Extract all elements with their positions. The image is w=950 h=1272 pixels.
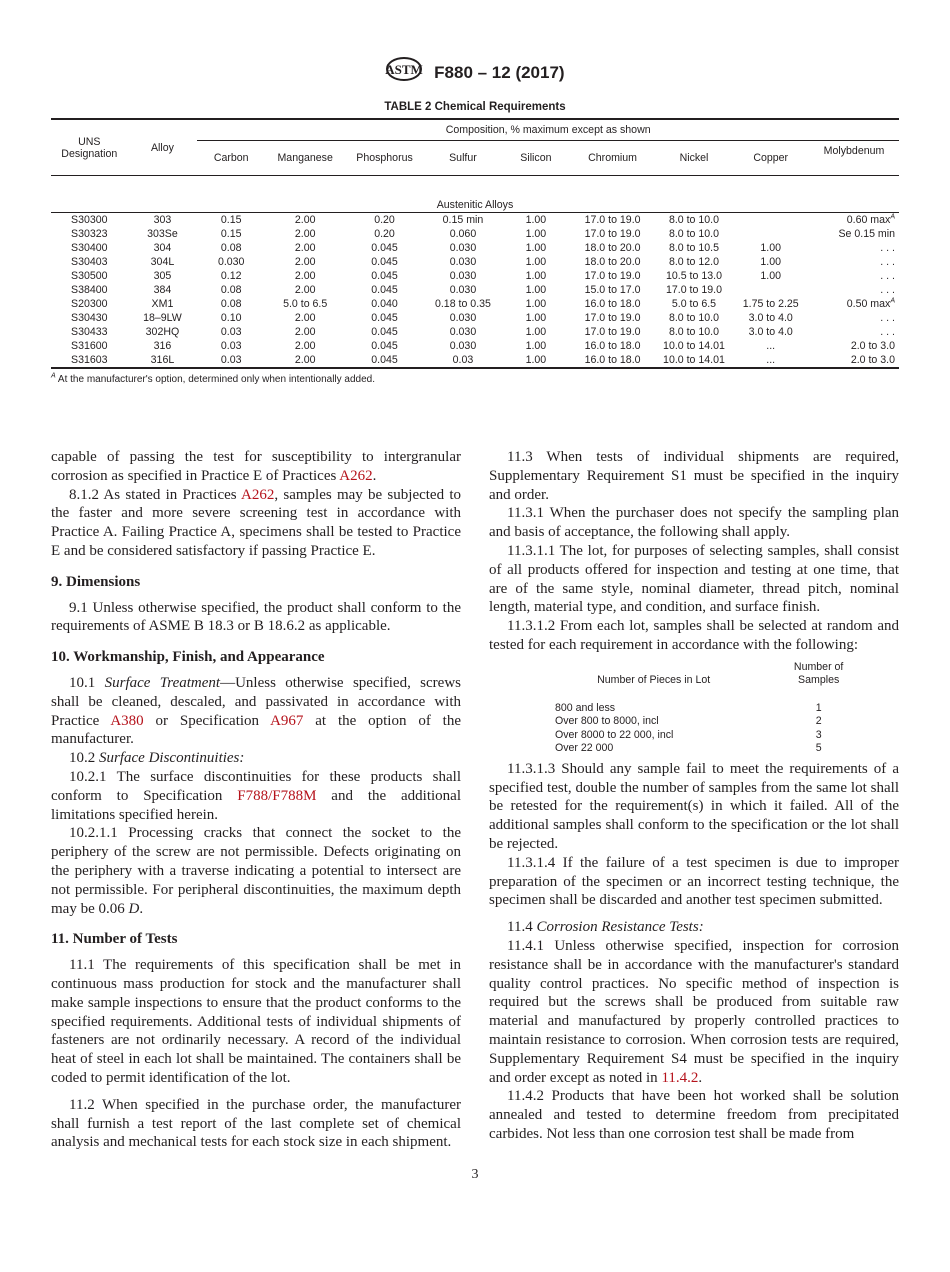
table-cell: 1 [815,701,822,714]
table-cell: 8.0 to 10.0 [668,326,720,338]
table-cell: 2.00 [294,270,316,282]
table-row [51,297,899,311]
table-cell: 0.045 [371,326,398,338]
table-cell [732,213,809,228]
italic-text: Surface Discontinuities: [99,750,245,767]
table-cell: S30400 [71,242,108,254]
table-cell: 0.03 [220,340,242,352]
sampling-table [555,661,885,756]
table-cell: S30300 [71,214,108,226]
table-cell: 1.00 [525,298,547,310]
table-cell: 1.00 [525,256,547,268]
footnote-mark: A [890,297,895,305]
table-cell: . . . [880,326,895,338]
table-cell: 18.0 to 20.0 [584,242,641,254]
table-cell: 0.060 [449,228,477,240]
paragraph: 9.1 Unless otherwise specified, the product shall conform to the requirements of ASME B 18.3 or B 18.6.2 as applicable. [51,599,461,635]
table-cell: 2.00 [294,228,316,240]
table-row [555,742,885,756]
table-cell: 1.00 [502,353,569,368]
table-cell: 0.03 [220,326,242,338]
table-cell: 1.00 [525,340,547,352]
svg-text:ASTM: ASTM [385,62,424,77]
table-cell: . . . [880,270,895,282]
table-cell: ... [732,353,809,368]
table-row [51,311,899,325]
paragraph: 11.3.1.3 Should any sample fail to meet the requirements of a specified test, double the number of samples from the same lot shall be retested for the requirement(s) in which it failed. All of the additional samples shall conform to the specification or the lot shall be rejected. [489,760,899,852]
col-sulfur: Sulfur [424,141,502,176]
table-cell: 10.5 to 13.0 [666,270,722,282]
table-title: TABLE 2 Chemical Requirements [384,101,566,113]
table-cell [732,283,809,297]
table-cell: 3.0 to 4.0 [748,326,793,338]
col-phosphorus: Phosphorus [345,141,423,176]
col-manganese: Manganese [265,141,345,176]
paragraph: 10.2 Surface Discontinuities: [69,750,245,767]
table-cell: 10.0 to 14.01 [663,340,725,352]
table-cell: 17.0 to 19.0 [666,284,722,296]
table-cell: Over 800 to 8000, incl [555,715,659,728]
table-cell: 0.030 [449,256,477,268]
paragraph: 10.1 Surface Treatment—Unless otherwise specified, screws shall be cleaned, descaled, and passivated in accordance with Practice A380 or Specification A967 at the option of the manufacturer. [51,674,462,748]
table-cell: . . . [880,256,895,268]
paragraph: 11.2 When specified in the purchase order, the manufacturer shall furnish a test report of the last complete set of chemical analysis and mechanical tests for each stock size in each shipment. [51,1096,461,1151]
chemical-requirements-table [51,118,899,369]
reference-link[interactable]: A380 [110,712,144,729]
table-cell: 5 [815,742,822,755]
reference-link[interactable]: A262 [241,486,275,503]
table-cell: S30323 [71,228,108,240]
table-cell: 305 [153,270,172,282]
table-cell: 0.03 [197,353,265,368]
document-header [51,56,899,90]
paragraph: 10.2.1 The surface discontinuities for these products shall conform to Specification F788/F788M and the additional limitations specified herein. [51,768,462,823]
table-row [51,241,899,255]
table-footnote [51,373,899,386]
table-cell: Se 0.15 min [838,228,895,240]
table-cell: 0.030 [449,242,477,254]
table-cell: 8.0 to 10.5 [668,242,720,254]
table-cell: 3 [815,728,822,741]
table-cell: 16.0 to 18.0 [584,298,641,310]
table-cell: 1.75 to 2.25 [742,298,799,310]
table-cell: 17.0 to 19.0 [584,312,641,324]
reference-link[interactable]: A967 [270,712,304,729]
body-columns [51,448,899,1152]
col-chromium: Chromium [570,141,656,176]
paragraph: 11.4.1 Unless otherwise specified, inspection for corrosion resistance shall be in accordance with the manufacturer's standard quality control practices. No specific method of inspection is required but the screws shall be produced from suitable raw material and manufactured by properly controlled practices to maintain resistance to corrosion. When corrosion tests are required, Supplementary Requirement S4 must be specified in the inquiry and order except as noted in 11.4.2. [489,937,899,1086]
table-cell: 800 and less [555,701,616,714]
table-cell: 0.030 [449,270,477,282]
table-row [51,269,899,283]
table-cell: 17.0 to 19.0 [584,326,641,338]
paragraph: 11.4 Corrosion Resistance Tests: [507,919,704,936]
paragraph: 11.1 The requirements of this specification shall be met in continuous mass production for stock and the manufacturer shall make sample inspections to ensure that the product conforms to the specified requirements. Additional tests of individual shipments of fasteners are not ordinarily necessary. A record of the individual heat of steel in each lot shall be maintained. The containers shall be coded to permit identification of the lot. [51,957,461,1086]
table-row [555,702,885,716]
table-cell: 8.0 to 12.0 [668,256,720,268]
table-row [51,213,899,228]
table-cell: S20300 [71,298,108,310]
paragraph: 11.3.1.1 The lot, for purposes of selecting samples, shall consist of all products offered for inspection and testing at one time, that are of the same style, nominal diameter, thread pitch, nominal length, material type, and condition, and surface finish. [489,542,899,616]
table-cell: 5.0 to 6.5 [283,298,328,310]
paragraph: 11.3.1.4 If the failure of a test specimen is due to improper preparation of the specimen or an incorrect testing technique, the specimen shall be discarded and another test specimen submitted. [489,854,899,909]
table-cell: 0.08 [220,284,242,296]
table-cell: 0.08 [220,242,242,254]
paragraph: 8.1.2 As stated in Practices A262, samples may be subjected to the faster and more severe screening test in accordance with Practice A. Failing Practice A, specimens shall be tested to Practice E and be considered satisfactory if passing Practice E. [51,486,461,559]
table-cell: 303 [153,214,172,226]
col-samples: Number of Samples [793,660,844,687]
table-cell: 1.00 [525,326,547,338]
table-cell: 0.18 to 0.35 [434,298,491,310]
reference-link[interactable]: A262 [339,467,373,484]
table-cell: 0.15 min [442,214,484,226]
table-cell: 303Se [147,228,178,240]
table-cell: S30403 [71,256,108,268]
col-alloy: Alloy [128,119,198,176]
table-cell: 2.00 [294,326,316,338]
table-cell: 2.00 [294,256,316,268]
paragraph: 11.3.1 When the purchaser does not specify the sampling plan and basis of acceptance, the following shall apply. [489,505,899,541]
table-cell: 2.00 [294,312,316,324]
table-cell: . . . [880,242,895,254]
table-cell: 302HQ [145,326,180,338]
table-cell: 2.0 to 3.0 [850,340,895,352]
table-cell: 1.00 [525,270,547,282]
table-cell: 15.0 to 17.0 [584,284,641,296]
table-cell: Over 22 000 [555,742,614,755]
table-cell: 8.0 to 10.0 [668,228,720,240]
table-cell: 2.00 [294,340,316,352]
table-cell: 18–9LW [143,312,182,324]
section-heading: 9. Dimensions [51,573,141,590]
table-cell: 0.045 [371,256,398,268]
table-cell: 0.15 [220,228,242,240]
table-cell: S38400 [71,284,108,296]
table-cell: 0.030 [217,256,245,268]
table-cell: 2.00 [294,214,316,226]
footnote-mark: A [51,372,56,380]
table-cell: 16.0 to 18.0 [584,340,641,352]
italic-text: Corrosion Resistance Tests: [536,919,704,936]
table-row [51,283,899,297]
col-silicon: Silicon [502,141,569,176]
table-cell: 316L [128,353,198,368]
table-cell: S31600 [71,340,108,352]
table-cell: . . . [880,284,895,296]
table-cell: 0.045 [345,353,423,368]
designation: F880 – 12 (2017) [434,63,565,82]
table-cell: 2.00 [265,353,345,368]
table-cell: Over 8000 to 22 000, incl [555,728,674,741]
group-label: Austenitic Alloys [51,176,899,213]
table-row [51,353,899,368]
table-cell: . . . [880,312,895,324]
table-cell: 0.030 [449,340,477,352]
table-cell: 8.0 to 10.0 [668,312,720,324]
table-cell: 10.0 to 14.01 [656,353,733,368]
table-cell: 2.00 [294,242,316,254]
astm-logo-icon [385,56,423,90]
table-cell: S30433 [71,326,108,338]
paragraph: 11.3 When tests of individual shipments are required, Supplementary Requirement S1 must be specified in the inquiry and order. [489,449,899,503]
table-cell: S30500 [71,270,108,282]
italic-text: D [128,900,140,917]
composition-header: Composition, % maximum except as shown [197,119,899,141]
col-pieces: Number of Pieces in Lot [597,674,711,687]
table-cell: 0.045 [371,242,398,254]
table-cell: 0.15 [220,214,242,226]
table-cell: 5.0 to 6.5 [671,298,717,310]
table-row [51,339,899,353]
col-copper: Copper [732,141,809,176]
table-cell: 17.0 to 19.0 [584,228,641,240]
table-cell: 0.045 [371,340,398,352]
col-carbon: Carbon [197,141,265,176]
table-cell: 0.045 [371,270,398,282]
table-cell: 3.0 to 4.0 [748,312,793,324]
table-cell: 18.0 to 20.0 [584,256,641,268]
table-cell: 17.0 to 19.0 [584,214,641,226]
paragraph: 10.2.1.1 Processing cracks that connect the socket to the periphery of the screw are not permissible. Defects originating on the periphery with a traverse indicating a potential to intersect are not permissible. For peripheral discontinuities, the maximum depth may be 0.06 D. [51,825,461,917]
table-row [555,729,885,743]
table-cell: 2.0 to 3.0 [809,353,899,368]
table-cell: 384 [153,284,172,296]
section-heading: 10. Workmanship, Finish, and Appearance [51,649,325,666]
table-cell: ... [766,340,776,352]
footnote-text: At the manufacturer's option, determined only when intentionally added. [57,374,376,385]
table-cell: S30430 [71,312,108,324]
paragraph: 11.3.1.2 From each lot, samples shall be selected at random and tested for each requirement in accordance with the following: [489,618,899,653]
table-cell: 0.50 $\max^A$ [846,297,895,310]
table-cell: 17.0 to 19.0 [584,270,641,282]
table-cell: 1.00 [525,312,547,324]
table-cell: 0.030 [449,326,477,338]
section-heading: 11. Number of Tests [51,931,178,948]
table-cell: 316 [153,340,172,352]
table-cell: 2 [815,715,822,728]
table-row [51,325,899,339]
col-uns: UNS Designation [51,119,128,176]
table-cell: S31603 [51,353,128,368]
italic-text: Surface Treatment [104,674,221,691]
table-cell: XM1 [151,298,174,310]
table-cell: 0.12 [220,270,242,282]
table-row [51,227,899,241]
table-cell: 0.040 [371,298,398,310]
table-cell: 0.030 [449,312,477,324]
table-cell: 0.045 [371,284,398,296]
table-cell: 1.00 [525,242,547,254]
table-cell: 0.20 [374,228,395,240]
table-cell: 1.00 [525,214,547,226]
table-cell: 304 [153,242,172,254]
table-cell: 1.00 [760,242,782,254]
table-cell: 8.0 to 10.0 [668,214,720,226]
page-number: 3 [471,1167,479,1183]
table-cell: 0.10 [220,312,242,324]
table-cell: 0.045 [371,312,398,324]
col-molybdenum: Molybdenum [809,141,899,176]
table-cell [732,227,809,241]
table-cell: 1.00 [760,256,782,268]
table-cell: 2.00 [294,284,316,296]
table-cell: 304L [150,256,175,268]
table-cell: 0.20 [374,214,395,226]
table-cell: 0.08 [220,298,242,310]
table-row [555,715,885,729]
table-cell: 1.00 [525,228,547,240]
table-cell: 1.00 [760,270,782,282]
spacer [489,910,899,918]
reference-link[interactable]: F788/F788M [237,787,317,804]
table-row [51,255,899,269]
table-cell: 0.03 [424,353,502,368]
reference-link[interactable]: 11.4.2 [661,1069,699,1086]
right-column [489,448,899,1152]
footnote-mark: A [890,213,895,221]
spacer [51,1088,461,1096]
table-cell: 0.60 $\max^A$ [846,213,895,226]
table-cell: 16.0 to 18.0 [570,353,656,368]
table-cell: 0.030 [449,284,477,296]
table-cell: 1.00 [525,284,547,296]
left-column [51,448,461,1152]
paragraph: capable of passing the test for susceptibility to intergranular corrosion as specified in Practice E of Practices A262. [51,449,461,484]
col-nickel: Nickel [656,141,733,176]
paragraph: 11.4.2 Products that have been hot worked shall be solution annealed and tested to determine freedom from precipitated carbides. Not less than one corrosion test shall be made from [489,1088,899,1142]
